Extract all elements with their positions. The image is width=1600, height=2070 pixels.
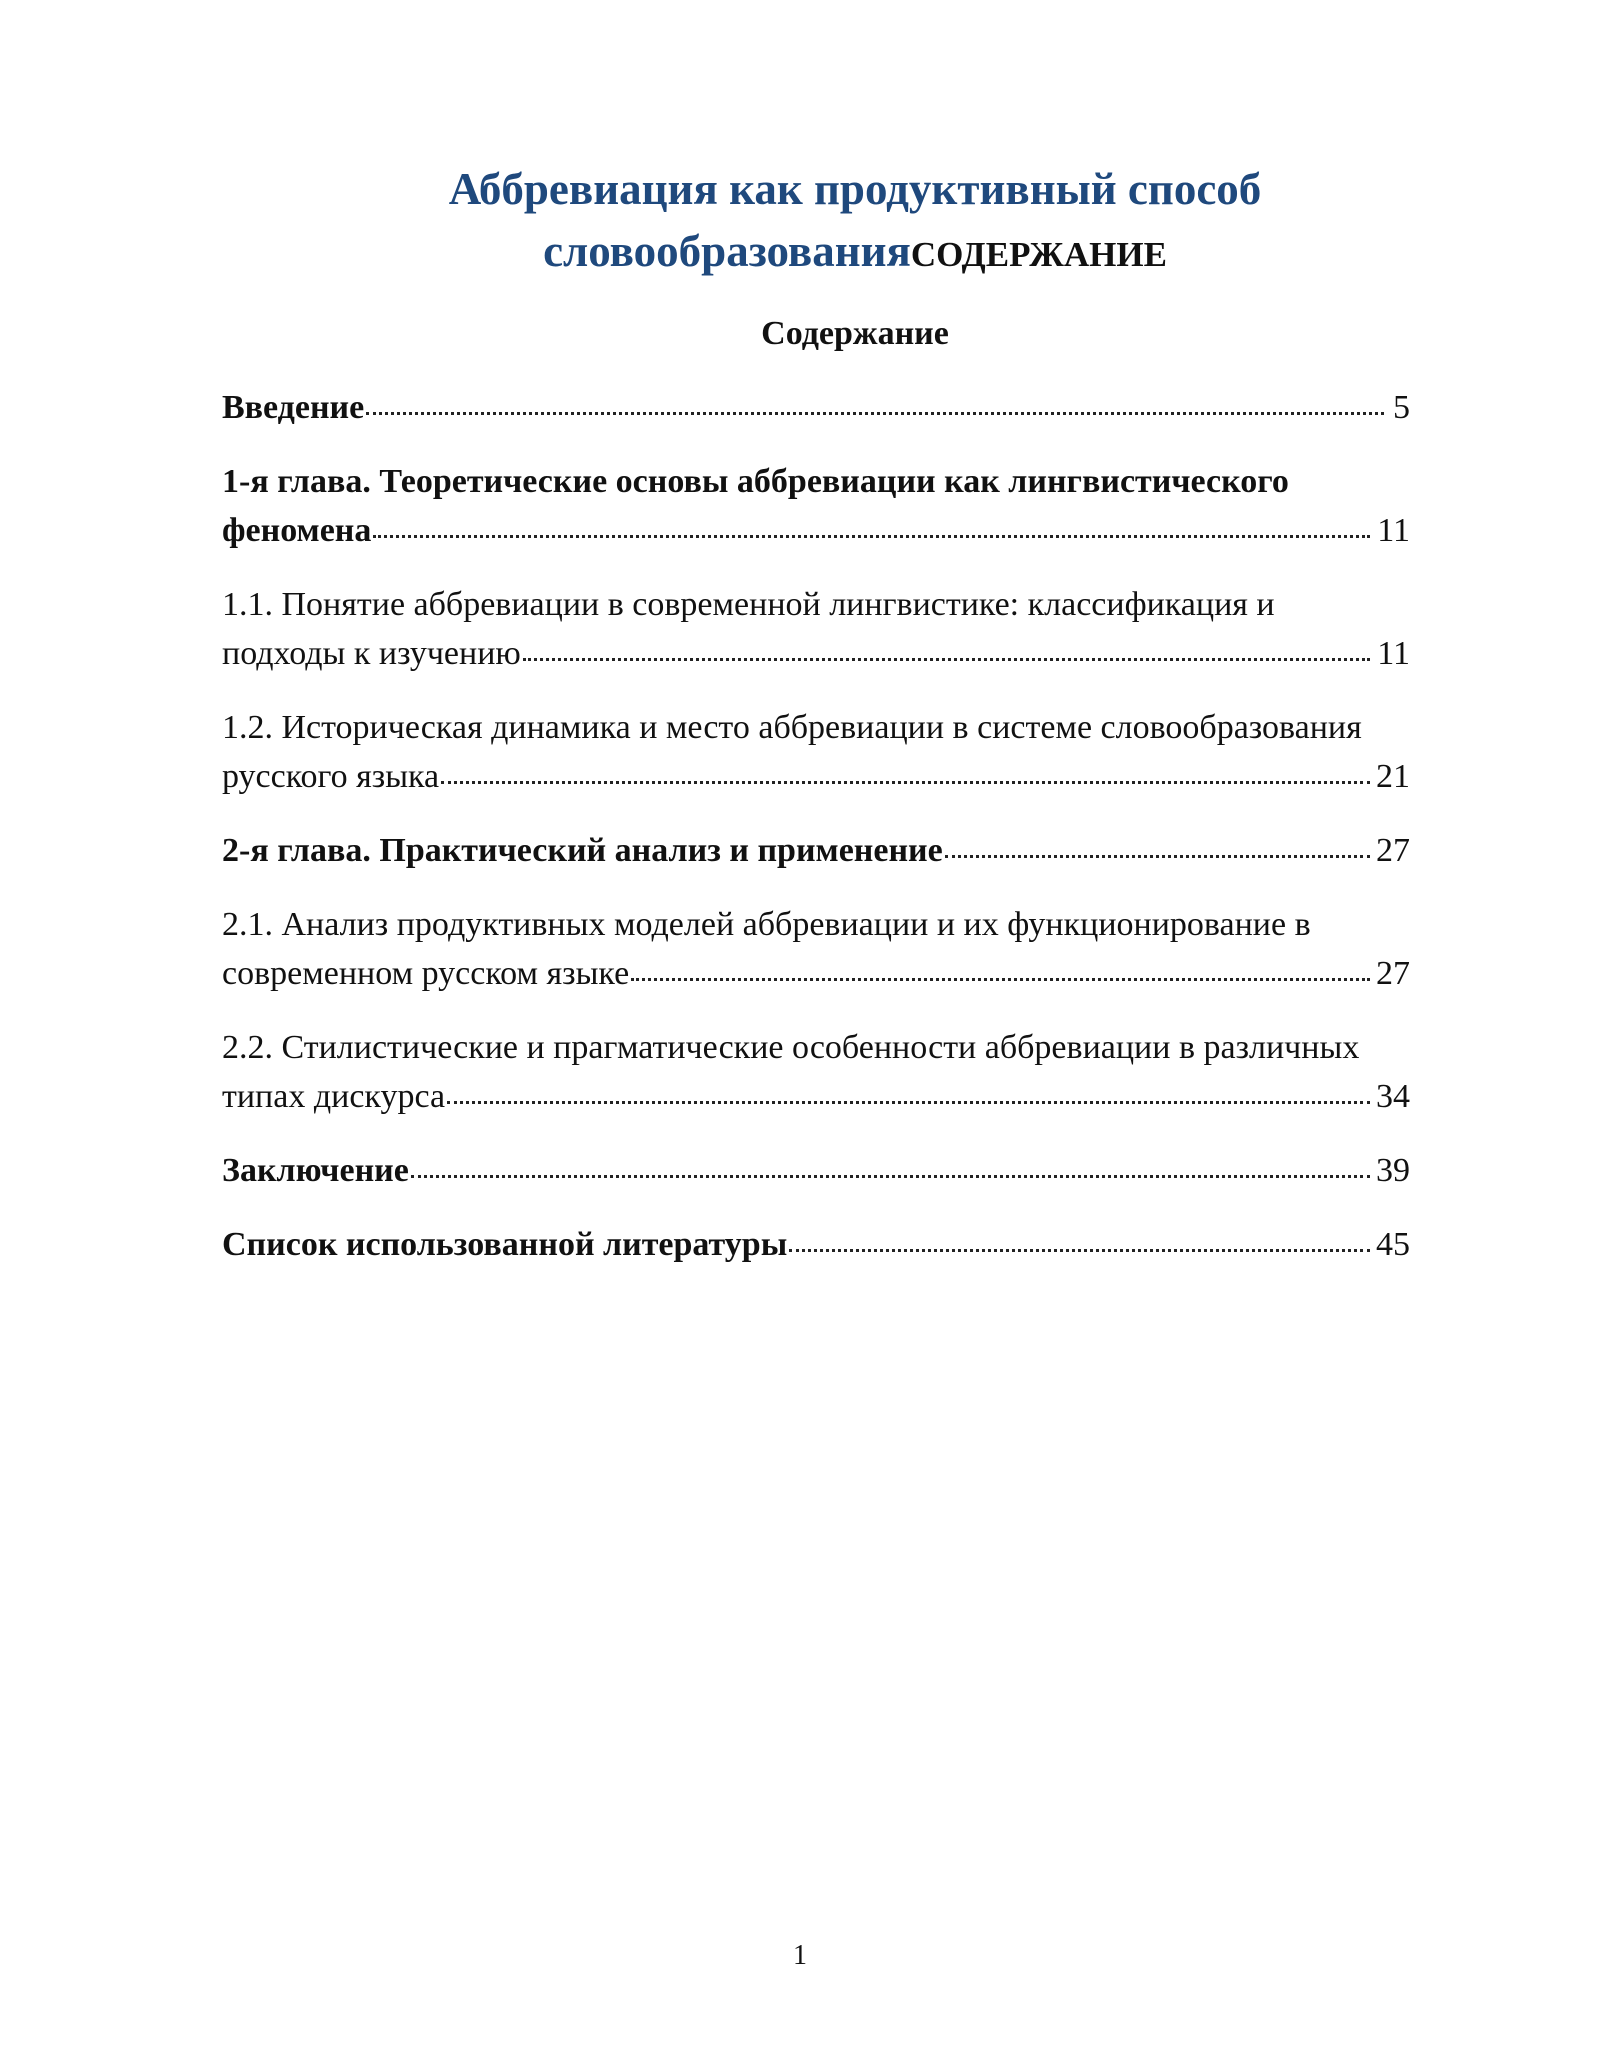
toc-entry-page-number: 5	[1393, 389, 1410, 426]
dot-leader	[411, 1174, 1370, 1178]
toc-entry-title: типах дискурса	[222, 1078, 446, 1115]
toc-entry-title-line1: 1.1. Понятие аббревиации в современной лингвистике: классификация и	[222, 586, 1275, 623]
toc-entry-page-number: 11	[1377, 512, 1410, 549]
toc-entry-title: 2-я глава. Практический анализ и применение	[222, 832, 943, 869]
page-number: 1	[793, 1940, 807, 1971]
dot-leader	[373, 534, 1370, 538]
toc-entry[interactable]	[222, 1023, 1410, 1121]
toc-entry-page-number: 21	[1376, 758, 1410, 795]
toc-heading: Содержание	[761, 315, 949, 352]
title-main: Аббревиация как продуктивный способ словообразования	[448, 164, 1262, 276]
dot-leader	[631, 977, 1370, 981]
toc-entry-title-line1: 1.2. Историческая динамика и место аббревиации в системе словообразования	[222, 709, 1362, 746]
dot-leader	[523, 657, 1370, 661]
title-suffix: СОДЕРЖАНИЕ	[910, 235, 1167, 274]
toc-entry-page-number: 11	[1377, 635, 1410, 672]
toc-entry-title: Список использованной литературы	[222, 1226, 788, 1263]
toc-entry-title: феномена	[222, 512, 372, 549]
toc-entry-line	[222, 383, 1410, 432]
toc-entry-title: современном русском языке	[222, 955, 630, 992]
toc-entry-title: русского языка	[222, 758, 440, 795]
toc-entry-title: подходы к изучению	[222, 635, 521, 672]
toc-entry-page-number: 27	[1376, 832, 1410, 869]
toc-entry-line	[222, 826, 1410, 875]
toc-entry-page-number: 39	[1376, 1152, 1410, 1189]
toc-entry-title: Введение	[222, 389, 365, 426]
toc-entry-title-line1: 2.1. Анализ продуктивных моделей аббревиации и их функционирование в	[222, 906, 1311, 943]
toc-entry-title-line1: 2.2. Стилистические и прагматические особенности аббревиации в различных	[222, 1029, 1360, 1066]
toc-entry-line	[222, 629, 1410, 678]
dot-leader	[366, 411, 1384, 415]
toc-entry-page-number: 45	[1376, 1226, 1410, 1263]
toc-entry-page-number: 34	[1376, 1078, 1410, 1115]
toc-entry[interactable]	[222, 703, 1410, 801]
toc-entry[interactable]	[222, 826, 1410, 875]
toc-entry-line	[222, 1072, 1410, 1121]
toc-entry[interactable]	[222, 457, 1410, 555]
toc-entry[interactable]	[222, 900, 1410, 998]
document-title	[300, 158, 1410, 286]
toc-entry[interactable]	[222, 580, 1410, 678]
toc-entry[interactable]	[222, 1146, 1410, 1195]
toc-entry[interactable]	[222, 1220, 1410, 1269]
toc-entry[interactable]	[222, 383, 1410, 432]
dot-leader	[441, 780, 1370, 784]
toc-entry-line	[222, 1220, 1410, 1269]
dot-leader	[789, 1248, 1370, 1252]
toc-entry-title-line1: 1-я глава. Теоретические основы аббревиации как лингвистического	[222, 463, 1289, 500]
toc-entry-page-number: 27	[1376, 955, 1410, 992]
toc-entry-line	[222, 506, 1410, 555]
toc-entry-line	[222, 1146, 1410, 1195]
toc-entry-line	[222, 949, 1410, 998]
table-of-contents	[222, 383, 1410, 1294]
dot-leader	[945, 854, 1370, 858]
toc-entry-line	[222, 752, 1410, 801]
toc-entry-title: Заключение	[222, 1152, 409, 1189]
dot-leader	[447, 1100, 1370, 1104]
